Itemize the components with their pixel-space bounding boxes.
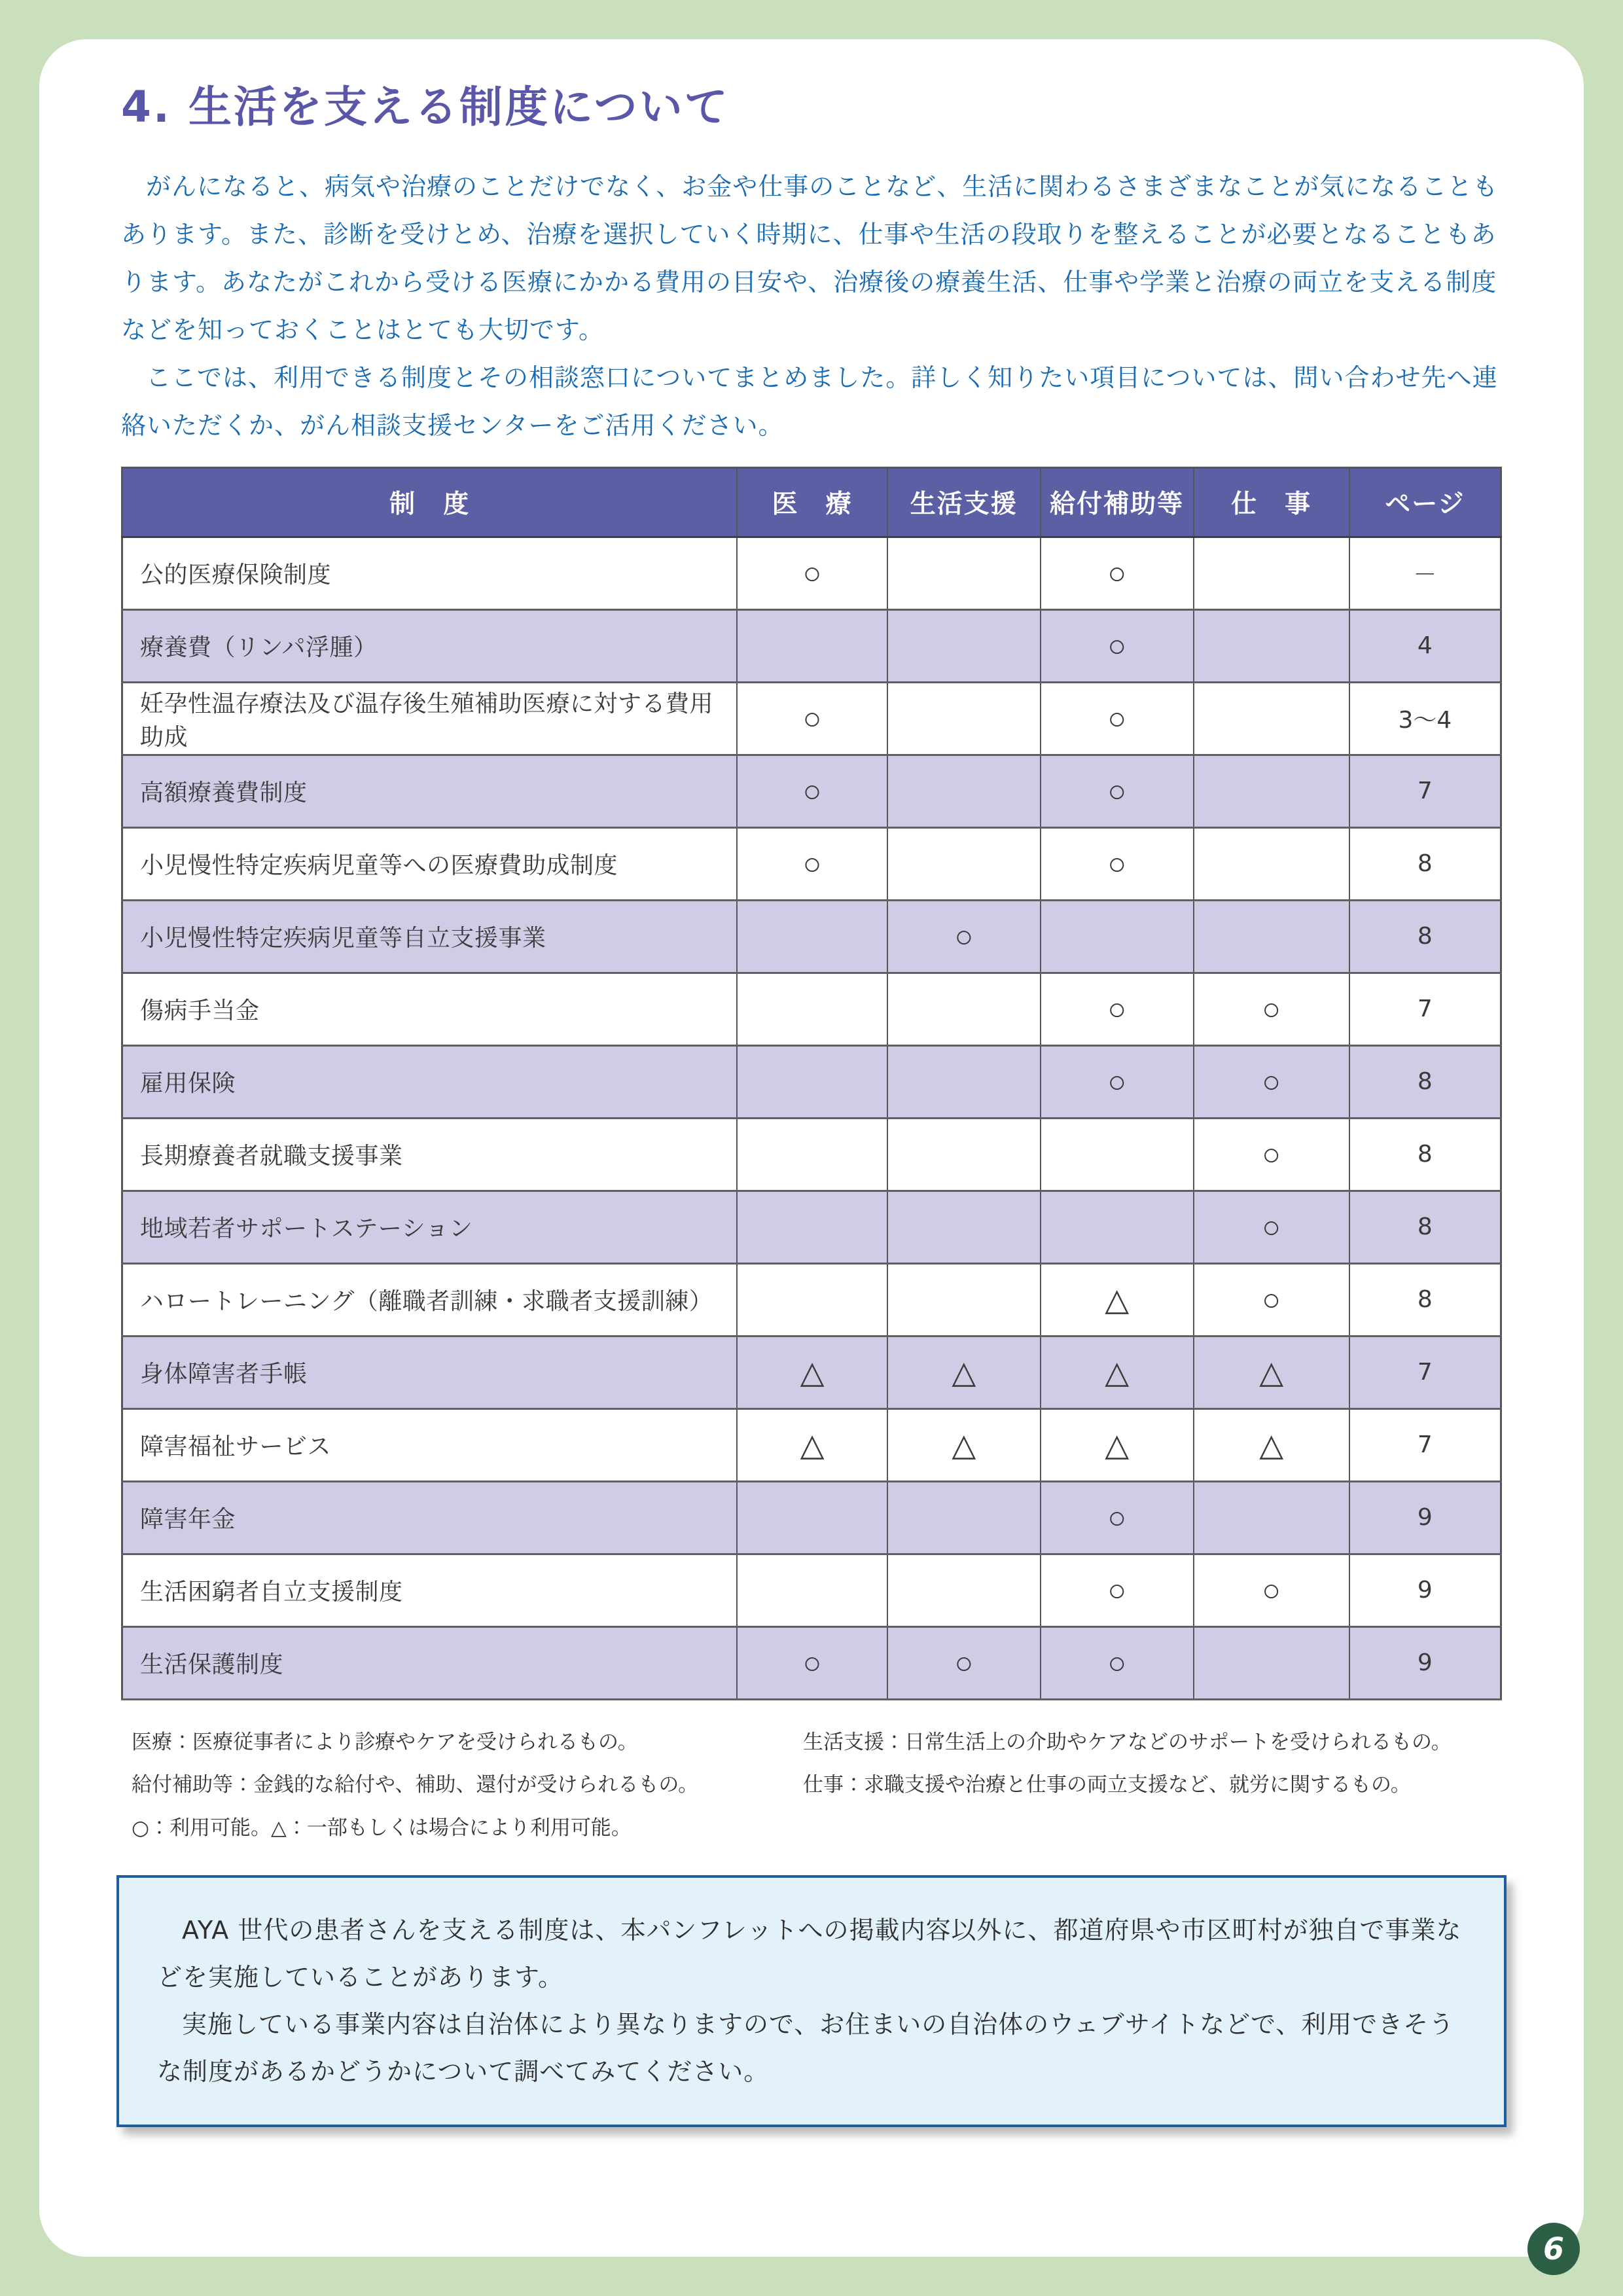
legend-line: 仕事：求職支援や治療と仕事の両立支援など、就労に関するもの。 (803, 1773, 1411, 1797)
table-row (122, 1336, 1501, 1408)
legend-left (132, 1721, 803, 1850)
availability-mark-work (1194, 827, 1349, 900)
availability-mark-benefits: ○ (1041, 1045, 1194, 1118)
callout-paragraph: AYA 世代の患者さんを支える制度は、本パンフレットへの掲載内容以外に、都道府県や市区町村が独自で事業などを実施していることがあります。 (157, 1915, 1462, 1992)
system-name: 雇用保険 (122, 1045, 738, 1118)
table-body (122, 537, 1501, 1699)
page-ref: 7 (1349, 755, 1501, 827)
callout-box (116, 1875, 1507, 2127)
availability-mark-work (1194, 609, 1349, 682)
table-header-row (122, 467, 1501, 537)
page-ref: 8 (1349, 900, 1501, 973)
column-header: 生活支援 (887, 467, 1041, 537)
systems-table (121, 467, 1502, 1700)
availability-mark-work: △ (1194, 1336, 1349, 1408)
availability-mark-life_support (887, 1263, 1041, 1336)
table-row (122, 1554, 1501, 1626)
availability-mark-medical: ○ (737, 755, 887, 827)
availability-mark-work: ○ (1194, 1554, 1349, 1626)
availability-mark-medical (737, 1191, 887, 1263)
table-row (122, 755, 1501, 827)
availability-mark-benefits: ○ (1041, 682, 1194, 755)
system-name: 地域若者サポートステーション (122, 1191, 738, 1263)
table-row (122, 682, 1501, 755)
availability-mark-benefits: ○ (1041, 827, 1194, 900)
system-name: 身体障害者手帳 (122, 1336, 738, 1408)
column-header: ページ (1349, 467, 1501, 537)
availability-mark-life_support (887, 755, 1041, 827)
availability-mark-benefits: ○ (1041, 1626, 1194, 1699)
system-name: 高額療養費制度 (122, 755, 738, 827)
page-ref: 3～4 (1349, 682, 1501, 755)
table-row (122, 1045, 1501, 1118)
availability-mark-medical: ○ (737, 537, 887, 609)
table-row (122, 900, 1501, 973)
table-row (122, 1481, 1501, 1554)
system-name: ハロートレーニング（離職者訓練・求職者支援訓練） (122, 1263, 738, 1336)
column-header: 制 度 (122, 467, 738, 537)
system-name: 傷病手当金 (122, 973, 738, 1045)
availability-mark-work (1194, 682, 1349, 755)
intro-paragraph: ここでは、利用できる制度とその相談窓口についてまとめました。詳しく知りたい項目については、問い合わせ先へ連絡いただくか、がん相談支援センターをご活用ください。 (121, 363, 1498, 440)
table-row (122, 1191, 1501, 1263)
page-ref: 4 (1349, 609, 1501, 682)
availability-mark-life_support: △ (887, 1336, 1041, 1408)
system-name: 障害福祉サービス (122, 1408, 738, 1481)
callout-paragraph: 実施している事業内容は自治体により異なりますので、お住まいの自治体のウェブサイトなどで、利用できそうな制度があるかどうかについて調べてみてください。 (157, 2010, 1455, 2087)
availability-mark-work: △ (1194, 1408, 1349, 1481)
system-name: 障害年金 (122, 1481, 738, 1554)
availability-mark-benefits: ○ (1041, 537, 1194, 609)
intro-paragraph: がんになると、病気や治療のことだけでなく、お金や仕事のことなど、生活に関わるさまざまなことが気になることもあります。また、診断を受けとめ、治療を選択していく時期に、仕事や生活の段取りを整えることが必要となることもあります。あなたがこれから受ける医療にかかる費用の目安や、治療後の療養生活、仕事や学業と治療の両立を支える制度などを知っておくことはとても大切です。 (121, 172, 1499, 344)
system-name: 小児慢性特定疾病児童等自立支援事業 (122, 900, 738, 973)
table-header (122, 467, 1501, 537)
column-header: 医 療 (737, 467, 887, 537)
system-name: 公的医療保険制度 (122, 537, 738, 609)
availability-mark-life_support (887, 682, 1041, 755)
availability-mark-work: ○ (1194, 1045, 1349, 1118)
availability-mark-benefits: ○ (1041, 973, 1194, 1045)
availability-mark-work (1194, 755, 1349, 827)
availability-mark-medical: ○ (737, 827, 887, 900)
system-name: 長期療養者就職支援事業 (122, 1118, 738, 1191)
availability-mark-life_support (887, 827, 1041, 900)
table-row (122, 537, 1501, 609)
table-row (122, 827, 1501, 900)
availability-mark-medical (737, 973, 887, 1045)
table-row (122, 1626, 1501, 1699)
availability-mark-medical: △ (737, 1336, 887, 1408)
column-header: 給付補助等 (1041, 467, 1194, 537)
page-ref: 8 (1349, 1191, 1501, 1263)
availability-mark-work: ○ (1194, 1191, 1349, 1263)
availability-mark-life_support (887, 973, 1041, 1045)
availability-mark-benefits: △ (1041, 1408, 1194, 1481)
legend (132, 1721, 1502, 1850)
availability-mark-medical (737, 900, 887, 973)
intro (121, 163, 1502, 450)
availability-mark-medical (737, 1481, 887, 1554)
availability-mark-benefits (1041, 1118, 1194, 1191)
legend-right (803, 1721, 1502, 1850)
availability-mark-work: ○ (1194, 1118, 1349, 1191)
availability-mark-life_support: ○ (887, 900, 1041, 973)
availability-mark-work (1194, 537, 1349, 609)
page-ref: － (1349, 537, 1501, 609)
legend-line: ○：利用可能。△：一部もしくは場合により利用可能。 (132, 1816, 632, 1840)
page-ref: 8 (1349, 1045, 1501, 1118)
availability-mark-medical: ○ (737, 682, 887, 755)
availability-mark-life_support (887, 1481, 1041, 1554)
table-row (122, 1408, 1501, 1481)
availability-mark-work (1194, 900, 1349, 973)
content-area (39, 39, 1584, 2127)
page-ref: 9 (1349, 1626, 1501, 1699)
availability-mark-medical (737, 609, 887, 682)
table-row (122, 1263, 1501, 1336)
availability-mark-life_support (887, 1118, 1041, 1191)
callout-body (157, 1907, 1466, 2096)
system-name: 小児慢性特定疾病児童等への医療費助成制度 (122, 827, 738, 900)
availability-mark-life_support (887, 1554, 1041, 1626)
legend-line: 給付補助等：金銭的な給付や、補助、還付が受けられるもの。 (132, 1773, 699, 1797)
system-name: 生活保護制度 (122, 1626, 738, 1699)
availability-mark-work (1194, 1481, 1349, 1554)
table-row (122, 609, 1501, 682)
legend-line: 医療：医療従事者により診療やケアを受けられるもの。 (132, 1730, 638, 1754)
availability-mark-life_support (887, 1045, 1041, 1118)
availability-mark-medical: △ (737, 1408, 887, 1481)
availability-mark-benefits (1041, 1191, 1194, 1263)
availability-mark-medical (737, 1554, 887, 1626)
availability-mark-medical (737, 1045, 887, 1118)
page-ref: 7 (1349, 1408, 1501, 1481)
availability-mark-benefits: ○ (1041, 1481, 1194, 1554)
content-card (39, 39, 1584, 2257)
availability-mark-benefits (1041, 900, 1194, 973)
system-name: 生活困窮者自立支援制度 (122, 1554, 738, 1626)
availability-mark-medical (737, 1118, 887, 1191)
availability-mark-benefits: △ (1041, 1263, 1194, 1336)
availability-mark-life_support (887, 537, 1041, 609)
page-ref: 7 (1349, 1336, 1501, 1408)
page-ref: 8 (1349, 1263, 1501, 1336)
column-header: 仕 事 (1194, 467, 1349, 537)
page-number-badge: 6 (1527, 2223, 1580, 2275)
availability-mark-benefits: ○ (1041, 609, 1194, 682)
legend-line: 生活支援：日常生活上の介助やケアなどのサポートを受けられるもの。 (803, 1730, 1452, 1754)
table-row (122, 973, 1501, 1045)
page-ref: 8 (1349, 1118, 1501, 1191)
page-ref: 8 (1349, 827, 1501, 900)
availability-mark-work (1194, 1626, 1349, 1699)
page-ref: 7 (1349, 973, 1501, 1045)
system-name: 妊孕性温存療法及び温存後生殖補助医療に対する費用助成 (122, 682, 738, 755)
page-title: 4. 生活を支える制度について (121, 82, 730, 132)
availability-mark-work: ○ (1194, 1263, 1349, 1336)
availability-mark-benefits: △ (1041, 1336, 1194, 1408)
page-ref: 9 (1349, 1554, 1501, 1626)
availability-mark-benefits: ○ (1041, 755, 1194, 827)
availability-mark-life_support (887, 609, 1041, 682)
availability-mark-life_support: △ (887, 1408, 1041, 1481)
availability-mark-life_support (887, 1191, 1041, 1263)
availability-mark-benefits: ○ (1041, 1554, 1194, 1626)
availability-mark-medical: ○ (737, 1626, 887, 1699)
page-ref: 9 (1349, 1481, 1501, 1554)
availability-mark-medical (737, 1263, 887, 1336)
table-row (122, 1118, 1501, 1191)
availability-mark-life_support: ○ (887, 1626, 1041, 1699)
availability-mark-work: ○ (1194, 973, 1349, 1045)
system-name: 療養費（リンパ浮腫） (122, 609, 738, 682)
